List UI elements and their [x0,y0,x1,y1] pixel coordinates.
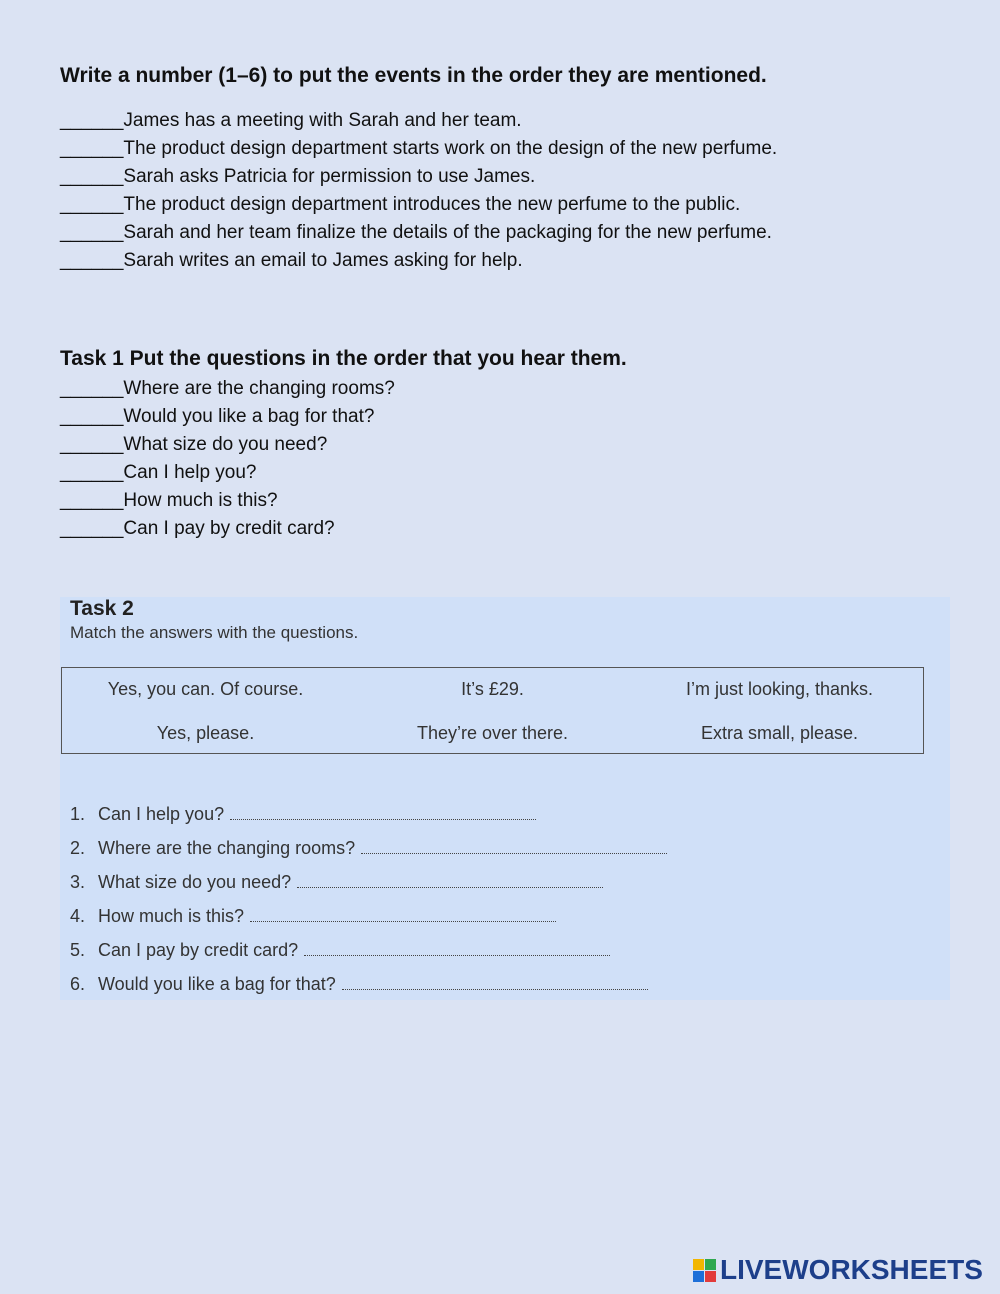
answer-blank[interactable]: ______ [60,462,124,483]
answer-line[interactable] [230,818,536,820]
question-number: 4. [70,906,86,926]
list-item [70,899,667,933]
answer-blank[interactable]: ______ [60,194,124,215]
list-item [70,831,667,865]
answer-blank[interactable]: ______ [60,378,124,399]
answer-option: They’re over there. [416,723,569,743]
answer-blank[interactable]: ______ [60,138,124,159]
question-text: What size do you need? [98,872,292,892]
list-item [60,487,960,515]
question-number: 1. [70,804,86,824]
answer-blank[interactable]: ______ [60,250,124,271]
list-item [60,107,960,135]
item-text: Would you like a bag for that? [123,406,375,427]
item-text: The product design department introduces the new perfume to the public. [123,194,741,215]
item-text: How much is this? [123,490,278,511]
item-text: What size do you need? [123,434,328,455]
question-text: Can I pay by credit card? [98,940,299,960]
answer-option: Yes, please. [156,723,255,743]
logo-square [705,1259,716,1270]
liveworksheets-logo-icon [693,1259,716,1282]
answer-bank [61,667,924,754]
task1-title: Task 1 Put the questions in the order that you hear them. [60,347,627,370]
section-order-events [60,60,960,275]
list-item [70,967,667,1001]
answer-line[interactable] [297,886,603,888]
answer-option: I’m just looking, thanks. [685,679,874,699]
answer-blank[interactable]: ______ [60,434,124,455]
logo-square [693,1259,704,1270]
task2-instruction: Match the answers with the questions. [70,623,359,642]
match-question-list [70,797,667,1001]
answer-option: Yes, you can. Of course. [107,679,304,699]
answer-blank[interactable]: ______ [60,518,124,539]
list-item [60,375,960,403]
list-item [60,247,960,275]
list-item [60,403,960,431]
logo-square [693,1271,704,1282]
task2-heading: Task 2 [70,597,134,620]
list-item [60,431,960,459]
answer-line[interactable] [342,988,648,990]
event-list [60,107,960,275]
answer-blank[interactable]: ______ [60,406,124,427]
list-item [60,459,960,487]
item-text: Where are the changing rooms? [123,378,395,399]
answer-option: It’s £29. [461,679,524,699]
section-title: Write a number (1–6) to put the events in the order they are mentioned. [60,64,767,87]
list-item [70,933,667,967]
list-item [60,515,960,543]
answer-line[interactable] [250,920,556,922]
question-text: Where are the changing rooms? [98,838,356,858]
list-item [70,865,667,899]
question-number: 3. [70,872,86,892]
answer-blank[interactable]: ______ [60,166,124,187]
question-number: 6. [70,974,86,994]
item-text: Can I pay by credit card? [123,518,335,539]
list-item [60,219,960,247]
answer-blank[interactable]: ______ [60,490,124,511]
list-item [60,191,960,219]
section-task1 [60,343,960,543]
liveworksheets-logo [693,1255,993,1285]
item-text: Sarah asks Patricia for permission to use James. [123,166,536,187]
question-number: 5. [70,940,86,960]
answer-blank[interactable]: ______ [60,222,124,243]
question-number: 2. [70,838,86,858]
logo-text: LIVEWORKSHEETS [720,1254,983,1285]
logo-square [705,1271,716,1282]
question-text: Would you like a bag for that? [98,974,336,994]
answer-option: Extra small, please. [700,723,859,743]
question-text: How much is this? [98,906,245,926]
section-task2 [60,597,950,1000]
answer-blank[interactable]: ______ [60,110,124,131]
item-text: Sarah and her team finalize the details of the packaging for the new perfume. [123,222,772,243]
item-text: James has a meeting with Sarah and her team. [123,110,522,131]
item-text: Sarah writes an email to James asking for help. [123,250,523,271]
item-text: The product design department starts work on the design of the new perfume. [123,138,778,159]
list-item [60,163,960,191]
answer-line[interactable] [304,954,610,956]
list-item [60,135,960,163]
list-item [70,797,667,831]
question-order-list [60,375,960,543]
question-text: Can I help you? [98,804,225,824]
item-text: Can I help you? [123,462,257,483]
answer-line[interactable] [361,852,667,854]
